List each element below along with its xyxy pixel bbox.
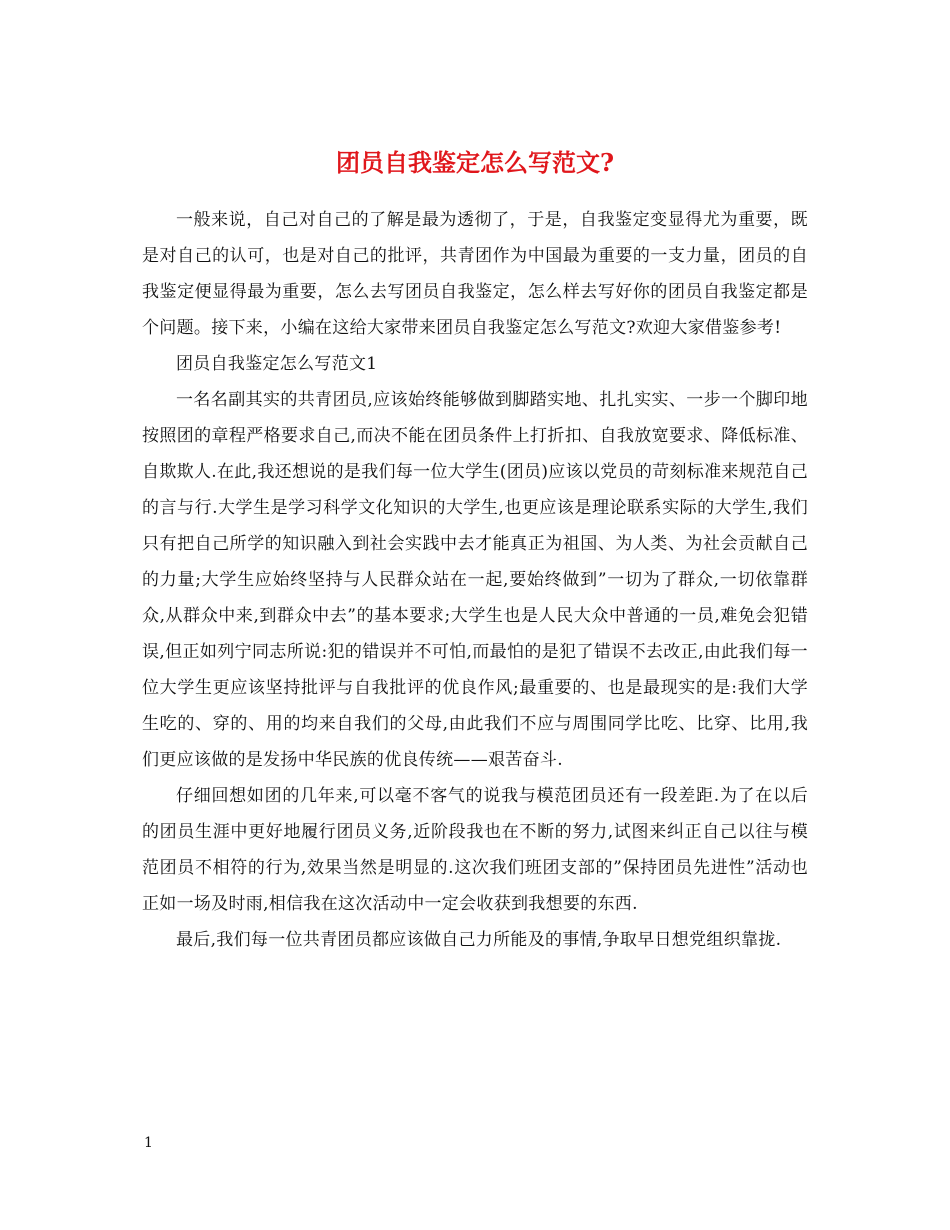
intro-paragraph: 一般来说，自己对自己的了解是最为透彻了，于是，自我鉴定变显得尤为重要，既是对自己的认可，也是对自己的批评，共青团作为中国最为重要的一支力量，团员的自我鉴定便显得最为重要，怎么去写团员自我鉴定，怎么样去写好你的团员自我鉴定都是个问题。接下来，小编在这给大家带来团员自我鉴定怎么写范文?欢迎大家借鉴参考! — [142, 210, 808, 338]
body-paragraph-3: 最后,我们每一位共青团员都应该做自己力所能及的事情,争取早日想党组织靠拢. — [176, 930, 782, 950]
section-heading: 团员自我鉴定怎么写范文1 — [176, 354, 378, 374]
body-paragraph-1: 一名名副其实的共青团员,应该始终能够做到脚踏实地、扎扎实实、一步一个脚印地按照团的章程严格要求自己,而决不能在团员条件上打折扣、自我放宽要求、降低标准、自欺欺人.在此,我还想说的是我们每一位大学生(团员)应该以党员的苛刻标准来规范自己的言与行.大学生是学习科学文化知识的大学生,也更应该是理论联系实际的大学生,我们只有把自己所学的知识融入到社会实践中去才能真正为祖国、为人类、为社会贡献自己的力量;大学生应始终坚持与人民群众站在一起,要始终做到”一切为了群众,一切依靠群众,从群众中来,到群众中去”的基本要求;大学生也是人民大众中普通的一员,难免会犯错误,但正如列宁同志所说:犯的错误并不可怕,而最怕的是犯了错误不去改正,由此我们每一位大学生更应该坚持批评与自我批评的优良作风;最重要的、也是最现实的是:我们大学生吃的、穿的、用的均来自我们的父母,由此我们不应与周围同学比吃、比穿、比用,我们更应该做的是发扬中华民族的优良传统——艰苦奋斗. — [142, 390, 808, 770]
document-body — [142, 202, 808, 958]
body-paragraph-2: 仔细回想如团的几年来,可以毫不客气的说我与模范团员还有一段差距.为了在以后的团员生涯中更好地履行团员义务,近阶段我也在不断的努力,试图来纠正自己以往与模范团员不相符的行为,效果当然是明显的.这次我们班团支部的”保持团员先进性”活动也正如一场及时雨,相信我在这次活动中一定会收获到我想要的东西. — [142, 786, 808, 914]
document-title: 团员自我鉴定怎么写范文? — [335, 148, 615, 178]
page-number: 1 — [144, 1135, 153, 1151]
